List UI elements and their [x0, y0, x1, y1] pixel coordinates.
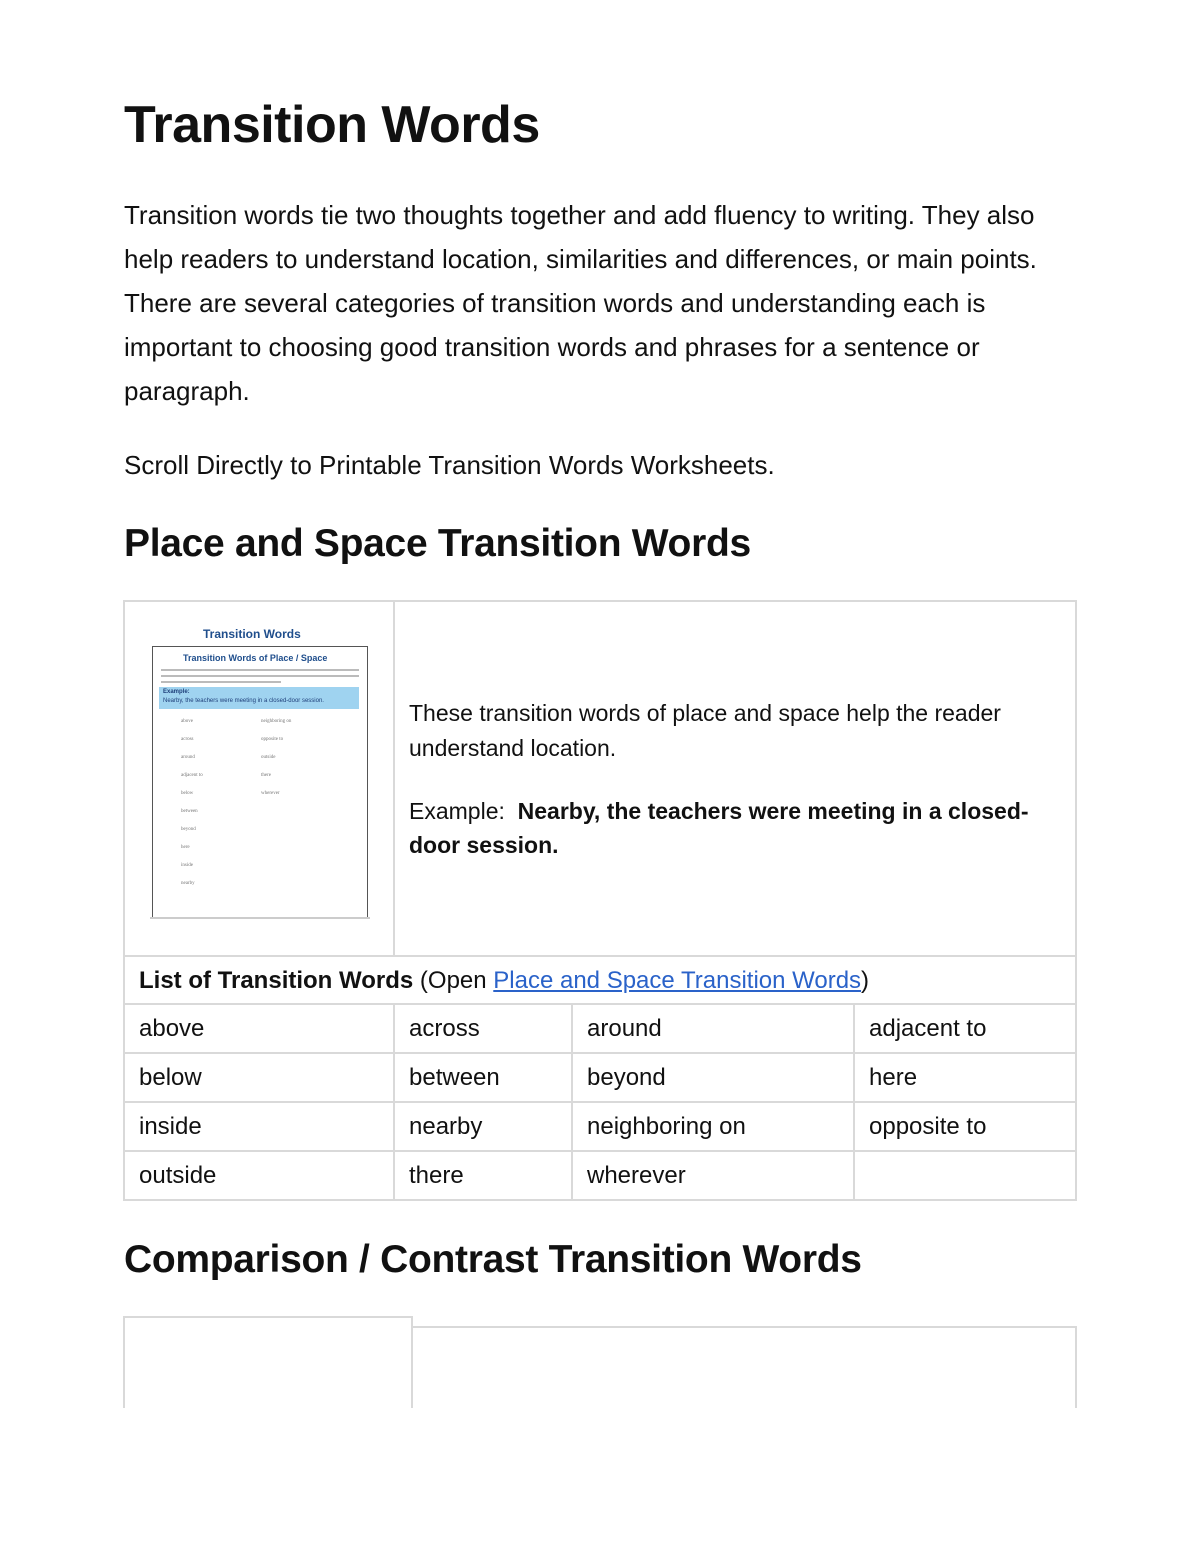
example-sentence: Nearby, the teachers were meeting in a closed-door session. [409, 798, 1029, 858]
worksheet-thumbnail-title: Transition Words [203, 627, 301, 641]
worksheet-page [152, 646, 368, 918]
table-cell: there [409, 1162, 464, 1189]
table-cell: around [587, 1015, 662, 1042]
list-header-title: List of Transition Words [139, 967, 414, 994]
table-cell: across [409, 1015, 480, 1042]
table-cell [855, 1152, 1075, 1200]
page-title: Transition Words [124, 96, 540, 154]
worksheet-footer-line [150, 917, 370, 919]
section-title-place-space: Place and Space Transition Words [124, 522, 751, 565]
table-cell: nearby [409, 1113, 483, 1140]
worksheet-word: inside [181, 863, 193, 868]
worksheet-word: nearby [181, 881, 195, 886]
example-label: Example: [409, 798, 505, 824]
table-cell: neighboring on [587, 1113, 746, 1140]
table-cell: below [139, 1064, 202, 1091]
worksheet-word: between [181, 809, 198, 814]
comparison-table-description-cell [411, 1326, 1077, 1408]
worksheet-word: outside [261, 755, 276, 760]
table-cell: above [139, 1015, 205, 1042]
table-cell: outside [139, 1162, 217, 1189]
worksheet-word: neighboring on [261, 719, 292, 724]
comparison-table-thumbnail-cell [123, 1316, 413, 1408]
worksheet-example-label: Example: [163, 689, 190, 695]
worksheet-subtitle: Transition Words of Place / Space [183, 653, 328, 663]
table-cell: beyond [587, 1064, 666, 1091]
place-space-worksheet-link[interactable]: Place and Space Transition Words [493, 967, 862, 994]
scroll-to-worksheets-text: Scroll Directly to Printable Transition Words Worksheets. [124, 450, 775, 480]
description-cell [397, 602, 1077, 955]
worksheet-word: beyond [181, 827, 196, 832]
description-text: These transition words of place and space help the reader understand location. [409, 700, 1001, 761]
table-cell: adjacent to [869, 1015, 987, 1042]
worksheet-example-band [159, 687, 359, 709]
worksheet-word: across [181, 737, 194, 742]
worksheet-thumbnail[interactable] [125, 602, 395, 955]
table-cell: inside [139, 1113, 202, 1140]
worksheet-text-line [161, 675, 359, 677]
intro-paragraph: Transition words tie two thoughts together and add fluency to writing. They also help readers to understand location, similarities and differences, or main points. There are several categories of transition words and understanding each is important to choosing good transition words and phrases for a sentence or paragraph. [124, 200, 1037, 406]
worksheet-example-text: Nearby, the teachers were meeting in a closed-door session. [163, 698, 324, 704]
table-cell: between [409, 1064, 500, 1091]
example-paragraph [409, 794, 1049, 862]
table-cell: wherever [587, 1162, 686, 1189]
worksheet-word: there [261, 773, 271, 778]
place-space-table [123, 600, 1077, 1201]
list-header [125, 957, 1075, 1005]
worksheet-word: opposite to [261, 737, 284, 742]
table-cell: opposite to [869, 1113, 987, 1140]
worksheet-word: wherever [261, 791, 280, 796]
worksheet-word: here [181, 845, 190, 850]
list-header-close: ) [861, 967, 870, 994]
worksheet-word: above [181, 719, 193, 724]
worksheet-word: below [181, 791, 194, 796]
worksheet-text-line [161, 669, 359, 671]
table-cell: here [869, 1064, 918, 1091]
list-header-open: (Open [413, 967, 494, 994]
worksheet-word: around [181, 755, 195, 760]
section-title-comparison-contrast: Comparison / Contrast Transition Words [124, 1238, 862, 1281]
worksheet-word: adjacent to [181, 773, 203, 778]
worksheet-text-line [161, 681, 281, 683]
